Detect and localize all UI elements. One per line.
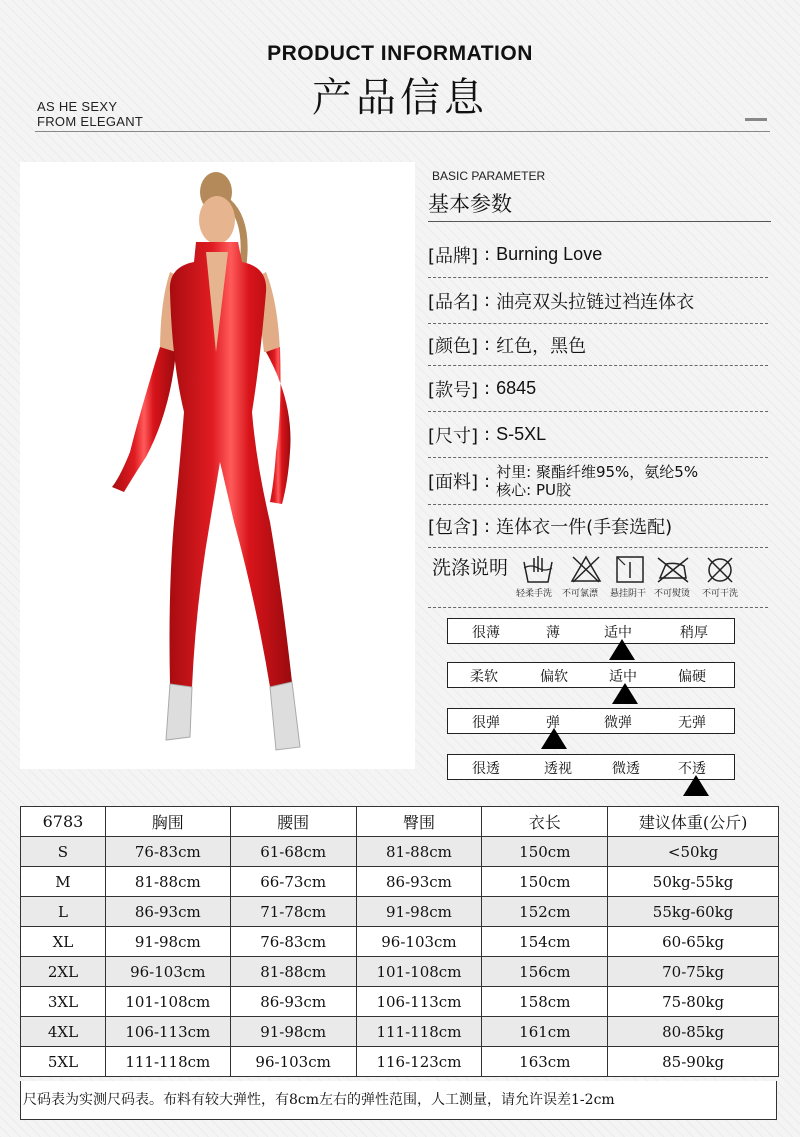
slogan-line-1: AS HE SEXY — [37, 99, 118, 114]
size-label-cell: XL — [21, 927, 106, 957]
product-photo — [20, 162, 415, 769]
fabric-line-2: 核心: PU胶 — [496, 481, 571, 499]
table-cell: 91-98cm — [356, 897, 482, 927]
param-label: [尺寸] — [428, 425, 479, 447]
param-separator: : — [484, 290, 491, 311]
size-label-cell: 5XL — [21, 1047, 106, 1077]
right-glove — [266, 347, 291, 504]
washing-icons — [514, 550, 774, 610]
header-divider — [35, 131, 770, 132]
param-value: 红色，黑色 — [496, 335, 587, 357]
no-dry-clean-icon — [704, 554, 736, 584]
param-row-size — [428, 412, 768, 458]
table-cell: 81-88cm — [356, 837, 482, 867]
param-row-color — [428, 324, 768, 366]
transparency-indicator — [683, 775, 709, 796]
wash-caption: 不可熨烫 — [654, 589, 691, 599]
size-label-cell: S — [21, 837, 106, 867]
face — [199, 196, 235, 244]
table-cell: 66-73cm — [230, 867, 356, 897]
scale-option: 很透 — [472, 761, 500, 777]
table-cell: 96-103cm — [356, 927, 482, 957]
param-value: 6845 — [496, 378, 537, 398]
table-cell: 96-103cm — [105, 957, 230, 987]
param-label: [品名] — [428, 291, 479, 313]
param-separator: : — [484, 470, 491, 492]
header-length: 衣长 — [482, 807, 608, 837]
param-value: 连体衣一件(手套选配) — [496, 517, 673, 538]
washing-divider — [428, 607, 768, 608]
title-en: PRODUCT INFORMATION — [267, 42, 533, 65]
size-label-cell: M — [21, 867, 106, 897]
size-table — [20, 806, 779, 1077]
param-row-fabric — [428, 458, 768, 505]
scale-option: 稍厚 — [680, 625, 708, 641]
table-cell: 150cm — [482, 837, 608, 867]
table-cell: 91-98cm — [105, 927, 230, 957]
table-row — [21, 957, 779, 987]
table-row — [21, 897, 779, 927]
scale-option: 不透 — [678, 761, 706, 777]
param-value — [496, 463, 698, 499]
scale-option: 无弹 — [678, 715, 706, 731]
elasticity-scale — [447, 708, 735, 734]
table-cell: 156cm — [482, 957, 608, 987]
table-cell: <50kg — [608, 837, 779, 867]
scale-option: 透视 — [544, 761, 572, 777]
scale-option: 柔软 — [470, 669, 498, 685]
table-cell: 81-88cm — [230, 957, 356, 987]
table-cell: 70-75kg — [608, 957, 779, 987]
param-label: [颜色] — [428, 335, 479, 357]
table-cell: 60-65kg — [608, 927, 779, 957]
table-cell: 158cm — [482, 987, 608, 1017]
table-cell: 75-80kg — [608, 987, 779, 1017]
table-cell: 101-108cm — [105, 987, 230, 1017]
scale-option: 很薄 — [472, 625, 500, 641]
header-waist: 腰围 — [230, 807, 356, 837]
table-cell: 116-123cm — [356, 1047, 482, 1077]
table-row — [21, 1017, 779, 1047]
basic-parameter-heading-cn: 基本参数 — [428, 192, 512, 216]
param-row-name — [428, 278, 768, 324]
slogan-line-2: FROM ELEGANT — [37, 114, 144, 129]
param-separator: : — [484, 515, 491, 537]
title-cn: 产品信息 — [312, 75, 488, 121]
table-cell: 86-93cm — [356, 867, 482, 897]
scale-option: 很弹 — [472, 715, 500, 731]
param-value: S-5XL — [496, 424, 547, 444]
wash-caption: 不可干洗 — [702, 589, 739, 599]
hang-dry-shade-icon — [614, 554, 646, 584]
slogan — [37, 99, 143, 129]
table-cell: 91-98cm — [230, 1017, 356, 1047]
param-label: [品牌] — [428, 245, 479, 267]
size-label-cell: 4XL — [21, 1017, 106, 1047]
param-row-brand — [428, 232, 768, 278]
hand-wash-icon — [522, 554, 554, 584]
scale-option: 偏硬 — [678, 669, 706, 685]
parameter-divider — [428, 221, 771, 222]
header-hip: 臀围 — [356, 807, 482, 837]
no-iron-icon — [656, 554, 690, 584]
thickness-scale — [447, 618, 735, 644]
size-table-header — [21, 807, 779, 837]
table-row — [21, 837, 779, 867]
table-cell: 161cm — [482, 1017, 608, 1047]
table-row — [21, 927, 779, 957]
scale-option: 适中 — [609, 669, 637, 685]
thickness-indicator — [609, 639, 635, 660]
table-row — [21, 987, 779, 1017]
param-separator: : — [484, 334, 491, 355]
wash-caption: 不可氯漂 — [562, 589, 599, 599]
header-dash — [745, 118, 767, 121]
softness-scale — [447, 662, 735, 688]
table-cell: 106-113cm — [356, 987, 482, 1017]
wash-caption: 轻柔手洗 — [516, 589, 553, 599]
washing-title: 洗涤说明 — [432, 557, 509, 579]
scale-option: 微透 — [612, 761, 640, 777]
elasticity-indicator — [541, 728, 567, 749]
table-cell: 55kg-60kg — [608, 897, 779, 927]
param-value: Burning Love — [496, 244, 603, 264]
scale-option: 微弹 — [604, 715, 632, 731]
wash-caption: 悬挂阴干 — [610, 589, 647, 599]
table-cell: 150cm — [482, 867, 608, 897]
fabric-line-1: 衬里: 聚酯纤维95%，氨纶5% — [496, 463, 699, 481]
softness-indicator — [612, 683, 638, 704]
table-cell: 111-118cm — [356, 1017, 482, 1047]
scale-option: 适中 — [604, 625, 632, 641]
header-bust: 胸围 — [105, 807, 230, 837]
header-weight: 建议体重(公斤) — [608, 807, 779, 837]
param-label: [包含] — [428, 517, 479, 538]
size-label-cell: 2XL — [21, 957, 106, 987]
param-value: 油亮双头拉链过裆连体衣 — [496, 291, 695, 313]
param-separator: : — [484, 244, 491, 265]
size-label-cell: L — [21, 897, 106, 927]
no-bleach-icon — [570, 554, 602, 584]
table-cell: 80-85kg — [608, 1017, 779, 1047]
header-style-number: 6783 — [21, 807, 106, 837]
basic-parameter-heading-en: BASIC PARAMETER — [432, 169, 546, 183]
table-cell: 152cm — [482, 897, 608, 927]
table-cell: 50kg-55kg — [608, 867, 779, 897]
table-row — [21, 1047, 779, 1077]
model-illustration — [20, 162, 415, 769]
table-cell: 111-118cm — [105, 1047, 230, 1077]
table-cell: 101-108cm — [356, 957, 482, 987]
table-cell: 86-93cm — [105, 897, 230, 927]
table-cell: 106-113cm — [105, 1017, 230, 1047]
table-cell: 61-68cm — [230, 837, 356, 867]
param-label: [面料] — [428, 472, 479, 493]
scale-option: 薄 — [546, 625, 560, 641]
table-cell: 71-78cm — [230, 897, 356, 927]
left-glove — [112, 347, 176, 492]
table-cell: 76-83cm — [105, 837, 230, 867]
table-cell: 163cm — [482, 1047, 608, 1077]
scale-option: 偏软 — [540, 669, 568, 685]
table-cell: 96-103cm — [230, 1047, 356, 1077]
table-cell: 154cm — [482, 927, 608, 957]
table-row — [21, 867, 779, 897]
scale-option: 弹 — [546, 715, 560, 731]
table-cell: 76-83cm — [230, 927, 356, 957]
size-note: 尺码表为实测尺码表。布料有较大弹性，有8cm左右的弹性范围，人工测量，请允许误差1-2cm — [20, 1081, 777, 1120]
table-cell: 85-90kg — [608, 1047, 779, 1077]
param-row-include — [428, 505, 768, 548]
param-separator: : — [484, 378, 491, 399]
param-label: [款号] — [428, 379, 479, 401]
size-label-cell: 3XL — [21, 987, 106, 1017]
param-row-style — [428, 366, 768, 412]
table-cell: 81-88cm — [105, 867, 230, 897]
param-separator: : — [484, 424, 491, 445]
table-cell: 86-93cm — [230, 987, 356, 1017]
